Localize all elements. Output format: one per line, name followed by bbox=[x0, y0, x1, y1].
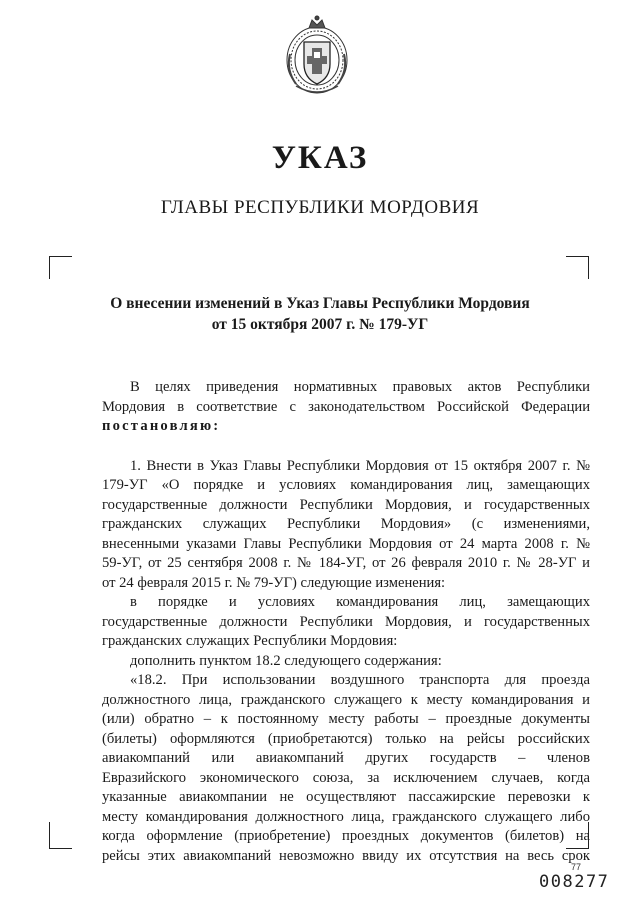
decree-heading bbox=[90, 293, 550, 335]
text-line: рейсы этих авиакомпаний невозможно ввиду их отсутствия на весь срок bbox=[102, 847, 590, 864]
corner-mark-top-right bbox=[566, 256, 589, 279]
document-subtitle: ГЛАВЫ РЕСПУБЛИКИ МОРДОВИЯ bbox=[160, 197, 480, 218]
coat-of-arms-icon bbox=[282, 14, 352, 100]
decree-word: постановляю: bbox=[102, 418, 221, 434]
text-line: (или) обратно – к постоянному месту работы – проездные документы bbox=[102, 711, 590, 727]
text-line: Евразийского экономического союза, за исключением случаев, когда bbox=[102, 769, 590, 786]
text-line: гражданских служащих Республики Мордовия» (с изменениями, bbox=[102, 516, 590, 532]
preamble-paragraph bbox=[102, 378, 590, 437]
text-line: (билеты) оформляются (приобретаются) только на рейсы российских bbox=[102, 730, 590, 747]
text-line: гражданских служащих Республики Мордовия: bbox=[102, 633, 398, 649]
text-line: от 24 февраля 2015 г. № 79-УГ) следующие изменения: bbox=[102, 574, 446, 591]
text-line: в порядке и условиях командирования лиц, замещающих bbox=[130, 594, 590, 610]
text-line: должностного лица, гражданского служащего к месту командирования и bbox=[102, 691, 590, 708]
text-line: 59-УГ, от 25 сентября 2008 г. № 184-УГ, от 26 февраля 2010 г. № 28-УГ и bbox=[102, 555, 590, 571]
text-line: месту командирования должностного лица, гражданского служащего либо bbox=[102, 808, 590, 825]
item-1-add-paragraph bbox=[102, 652, 590, 672]
item-18-2-paragraph bbox=[102, 671, 590, 866]
text-line: 179-УГ «О порядке и условиях командирования лиц, замещающих bbox=[102, 477, 590, 493]
heading-line: О внесении изменений в Указ Главы Республики Мордовия bbox=[110, 295, 530, 312]
document-number: 008277 bbox=[539, 872, 610, 892]
text-line: В целях приведения нормативных правовых актов Республики bbox=[130, 379, 590, 395]
document-number-mark: 77 bbox=[571, 862, 582, 872]
heading-line: от 15 октября 2007 г. № 179-УГ bbox=[211, 316, 429, 333]
text-line: Мордовия в соответствие с законодательством Российской Федерации bbox=[102, 398, 590, 415]
decree-body bbox=[102, 378, 590, 866]
text-line: указанные авиакомпании не осуществляют пассажирские перевозки к bbox=[102, 789, 590, 805]
text-line: когда оформление (приобретение) проездных документов (билетов) на bbox=[102, 828, 590, 844]
item-1-sub-paragraph bbox=[102, 593, 590, 652]
text-line: авиакомпаний или авиакомпаний других государств – членов bbox=[102, 750, 590, 766]
corner-mark-bottom-left bbox=[49, 822, 72, 849]
text-line: государственные должности Республики Мордовия, и государственных bbox=[102, 613, 590, 630]
corner-mark-top-left bbox=[49, 256, 72, 279]
item-1-paragraph bbox=[102, 457, 590, 594]
text-line: дополнить пунктом 18.2 следующего содержания: bbox=[130, 652, 442, 669]
text-line: государственные должности Республики Мордовия, и государственных bbox=[102, 496, 590, 513]
text-line: внесенными указами Главы Республики Мордовия от 24 марта 2008 г. № bbox=[102, 535, 590, 552]
text-line: 1. Внести в Указ Главы Республики Мордовия от 15 октября 2007 г. № bbox=[130, 457, 590, 474]
document-title: УКАЗ bbox=[271, 140, 369, 176]
text-line: «18.2. При использовании воздушного транспорта для проезда bbox=[130, 672, 590, 688]
